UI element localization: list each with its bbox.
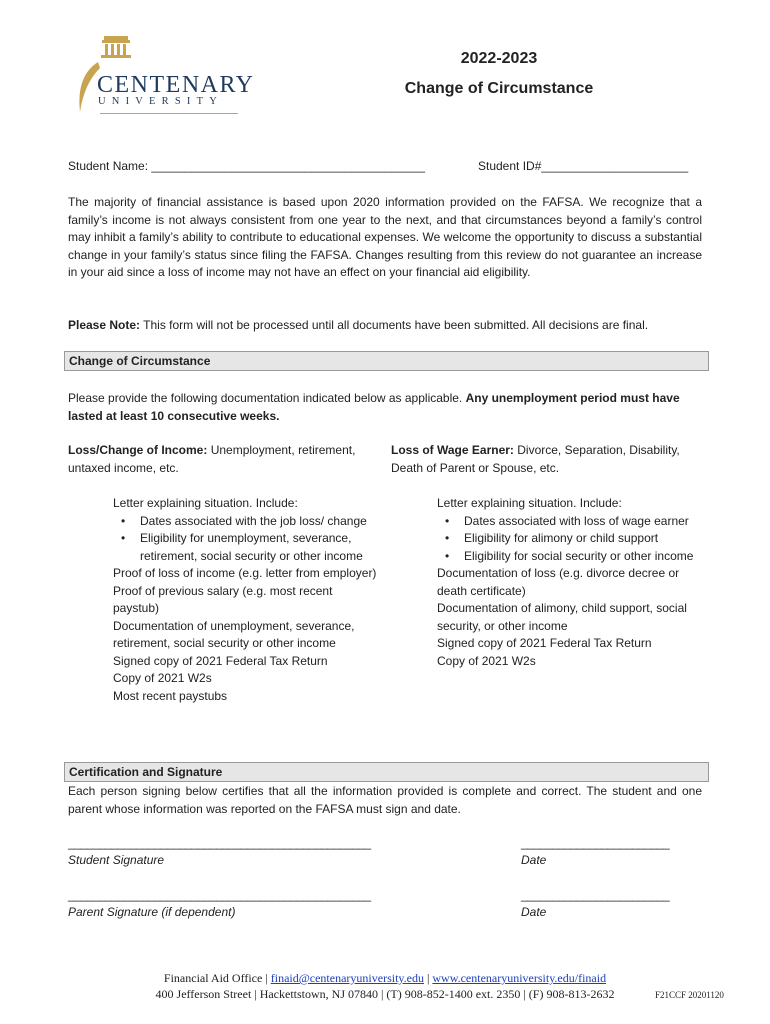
- list-item: Documentation of unemployment, severance, retirement, social security or other income: [113, 618, 355, 650]
- loss-wage-label: Loss of Wage Earner:: [391, 443, 514, 457]
- loss-income-label: Loss/Change of Income:: [68, 443, 208, 457]
- loss-income-heading: [68, 442, 373, 477]
- list-item: Proof of previous salary (e.g. most recent paystub): [113, 583, 333, 615]
- email-link[interactable]: finaid@centenaryuniversity.edu: [270, 971, 424, 985]
- footer-separator: |: [423, 971, 433, 985]
- parent-date-label: Date: [521, 905, 547, 919]
- student-signature-label: Student Signature: [68, 853, 165, 867]
- student-name-field[interactable]: Student Name: _________________________________________: [68, 159, 426, 173]
- section-instructions: [68, 390, 698, 425]
- instructions-bold: Any unemployment period must have lasted at least 10 consecutive weeks.: [68, 391, 680, 423]
- loss-income-list: [113, 495, 378, 705]
- parent-date-line[interactable]: ________________________: [521, 888, 670, 902]
- list-item: Copy of 2021 W2s: [437, 653, 536, 668]
- list-item: Documentation of alimony, child support, social security, or other income: [437, 601, 687, 633]
- student-date-line[interactable]: ________________________: [521, 836, 670, 850]
- logo-name: CENTENARY: [97, 72, 255, 98]
- website-link[interactable]: www.centenaryuniversity.edu/finaid: [432, 971, 607, 985]
- loss-wage-desc: Divorce, Separation, Disability, Death of Parent or Spouse, etc.: [391, 443, 680, 475]
- list-item: • Eligibility for alimony or child support: [437, 530, 705, 548]
- list-item: Copy of 2021 W2s: [113, 671, 212, 685]
- list-item: • Dates associated with the job loss/ change: [113, 513, 378, 531]
- intro-paragraph: The majority of financial assistance is based upon 2020 information provided on the FAFSA. We recognize that a family’s income is not always consistent from one year to the next, and that circumstances beyond a family’s control may inhibit a family’s ability to contribute to educational expenses. We welcome the opportunity to discuss a substantial change in your family’s status since filing the FAFSA. Changes resulting from this review do not guarantee an increase in your aid since a loss of income may not have an effect on your financial aid eligibility.: [68, 195, 702, 279]
- list-item: • Eligibility for unemployment, severance, retirement, social security or other income: [113, 530, 378, 565]
- note-label: Please Note:: [68, 318, 141, 332]
- parent-signature-label: Parent Signature (if dependent): [68, 905, 236, 919]
- logo-subtitle: UNIVERSITY: [98, 96, 223, 107]
- list-item: • Eligibility for social security or other income: [437, 548, 705, 566]
- instructions-text: Please provide the following documentation indicated below as applicable.: [68, 391, 466, 405]
- section-change-header: Change of Circumstance: [64, 351, 709, 371]
- footer-contact: [0, 971, 770, 986]
- footer-office: Financial Aid Office |: [163, 971, 271, 985]
- certification-text: Each person signing below certifies that all the information provided is complete and correct. The student and one parent whose information was reported on the FAFSA must sign and date.: [68, 784, 702, 816]
- note-text: This form will not be processed until all documents have been submitted. All decisions are final.: [140, 318, 649, 332]
- student-id-field[interactable]: Student ID#______________________: [478, 159, 689, 173]
- form-title: Change of Circumstance: [404, 80, 594, 97]
- list-item: Signed copy of 2021 Federal Tax Return: [113, 653, 328, 668]
- right-bullets: [437, 513, 705, 566]
- list-item: Signed copy of 2021 Federal Tax Return: [437, 636, 652, 650]
- academic-year: 2022-2023: [460, 50, 538, 67]
- list-item: Proof of loss of income (e.g. letter from employer): [113, 566, 377, 580]
- letter-instruction: Letter explaining situation. Include:: [113, 496, 298, 510]
- section-certification-header: Certification and Signature: [64, 762, 709, 782]
- left-bullets: [113, 513, 378, 566]
- form-code: F21CCF 20201120: [655, 990, 724, 1000]
- loss-income-desc: Unemployment, retirement, untaxed income, etc.: [68, 443, 356, 475]
- list-item: Most recent paystubs: [113, 688, 228, 703]
- student-signature-line[interactable]: _________________________________________________: [68, 836, 371, 850]
- loss-wage-heading: [391, 442, 696, 477]
- letter-instruction: Letter explaining situation. Include:: [437, 496, 622, 510]
- list-item: Documentation of loss (e.g. divorce decree or death certificate): [437, 566, 680, 598]
- student-date-label: Date: [521, 853, 547, 867]
- footer-address: 400 Jefferson Street | Hackettstown, NJ 07840 | (T) 908-852-1400 ext. 2350 | (F) 908-813-2632: [155, 987, 615, 1001]
- please-note: [68, 317, 648, 335]
- loss-wage-list: [437, 495, 705, 670]
- list-item: • Dates associated with loss of wage earner: [437, 513, 705, 531]
- parent-signature-line[interactable]: _________________________________________________: [68, 888, 371, 902]
